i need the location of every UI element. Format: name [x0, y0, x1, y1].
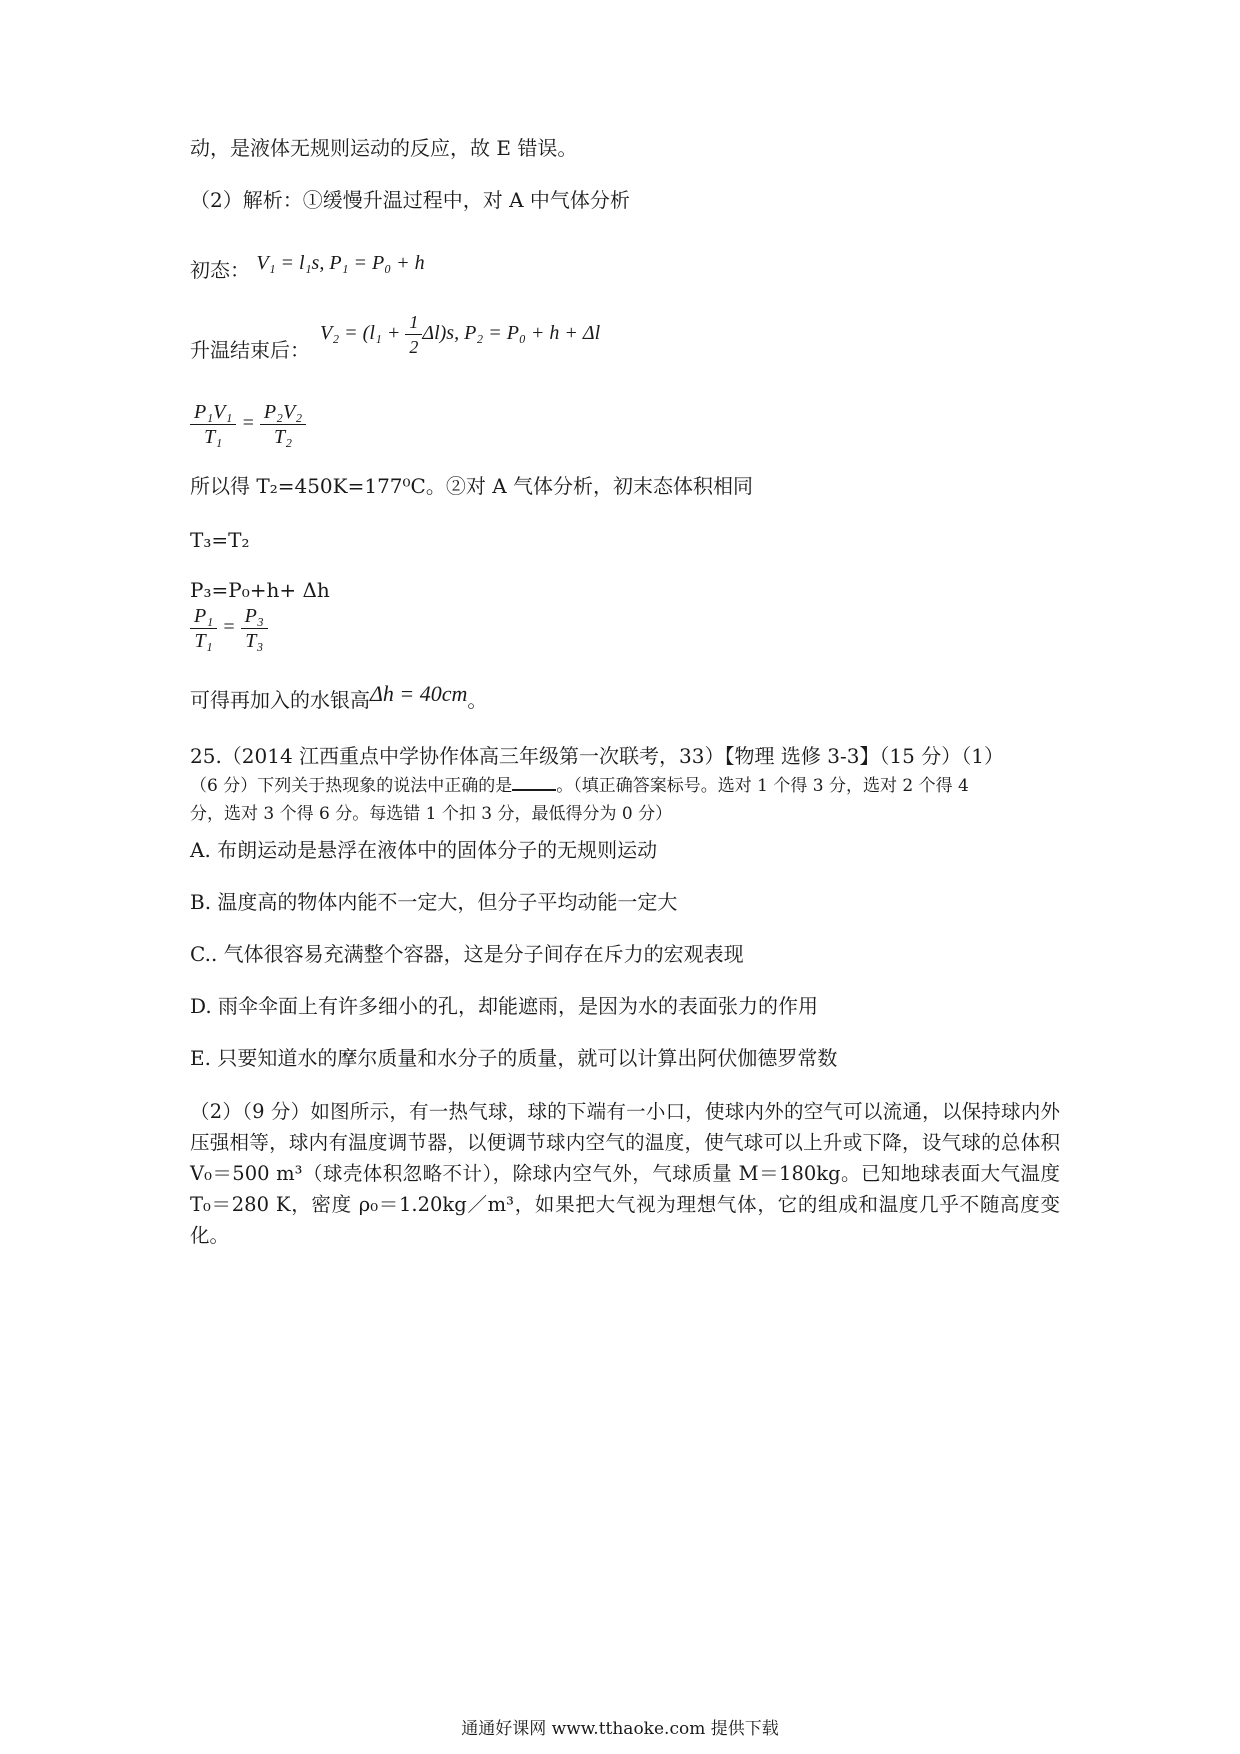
after-heating-line	[190, 312, 601, 362]
text-line-2: （2）解析：①缓慢升温过程中，对 A 中气体分析	[190, 188, 630, 212]
question-intro	[190, 772, 1070, 828]
sentence-end: 。	[467, 688, 488, 712]
fraction-numerator: 1	[405, 310, 422, 335]
option-c: C.. 气体很容易充满整个容器，这是分子间存在斥力的宏观表现	[190, 942, 744, 966]
eq1-left-den: T₁	[204, 426, 223, 448]
eq2-left-fraction	[190, 604, 217, 653]
initial-state-line	[190, 252, 425, 283]
option-e: E. 只要知道水的摩尔质量和水分子的质量，就可以计算出阿伏伽德罗常数	[190, 1046, 838, 1070]
text-line-1: 动，是液体无规则运动的反应，故 E 错误。	[190, 136, 578, 160]
eq2-right-fraction	[241, 604, 268, 653]
question-header: 25.（2014 江西重点中学协作体高三年级第一次联考，33）【物理 选修 3-3】（15 分）（1）	[190, 744, 1004, 768]
eq1-right-den: T₂	[273, 426, 293, 448]
text-line-8	[190, 681, 488, 712]
text-line-6: T₃=T₂	[190, 528, 250, 552]
equation-1	[190, 400, 306, 449]
question-intro-a: （6 分）下列关于热现象的说法中正确的是	[190, 776, 513, 796]
eq2-left-den: T₁	[194, 630, 213, 652]
equation-2	[190, 604, 268, 653]
after-heating-label: 升温结束后：	[190, 338, 310, 362]
part-2-paragraph: （2）（9 分）如图所示，有一热气球，球的下端有一小口，使球内外的空气可以流通，以保持球内外压强相等，球内有温度调节器，以便调节球内空气的温度，使气球可以上升或下降，设气球的总体积 V₀＝500 m³（球壳体积忽略不计），除球内空气外，气球质量 M＝180kg。已知地球表面大气温度 T₀＝280 K，密度 ρ₀＝1.20kg／m³，如果把大气视为理想气体，它的组成和温度几乎不随高度变化。	[190, 1100, 1060, 1247]
option-b: B. 温度高的物体内能不一定大，但分子平均动能一定大	[190, 890, 678, 914]
eq2-left-num: P₁	[190, 604, 217, 629]
question-intro-c: 分，选对 3 个得 6 分。每选错 1 个扣 3 分，最低得分为 0 分）	[190, 804, 673, 824]
half-fraction	[405, 310, 422, 359]
eq2-equals: =	[222, 616, 236, 639]
option-a: A. 布朗运动是悬浮在液体中的固体分子的无规则运动	[190, 838, 658, 862]
formula-part-b: Δl)s, P₂ = P₀ + h + Δl	[422, 322, 601, 345]
eq1-right-fraction	[260, 400, 306, 449]
after-heating-formula	[320, 310, 600, 359]
text-line-5: 所以得 T₂=450K=177⁰C。②对 A 气体分析，初末态体积相同	[190, 474, 753, 498]
eq2-right-num: P₃	[241, 604, 268, 629]
question-intro-b: 。（填正确答案标号。选对 1 个得 3 分，选对 2 个得 4	[556, 776, 969, 796]
initial-state-label: 初态：	[190, 258, 250, 282]
mercury-height-text: 可得再加入的水银高	[190, 688, 370, 712]
question-25	[190, 740, 1070, 828]
eq1-left-fraction	[190, 400, 236, 449]
footer: 通通好课网 www.tthaoke.com 提供下载	[461, 1719, 779, 1739]
fraction-denominator: 2	[409, 337, 419, 357]
initial-state-formula: V₁ = l₁s, P₁ = P₀ + h	[256, 252, 425, 274]
eq1-right-num: P₂V₂	[260, 400, 306, 425]
answer-blank	[512, 773, 556, 791]
eq1-equals: =	[241, 412, 255, 435]
mercury-height-formula: Δh = 40cm	[370, 681, 468, 706]
option-d: D. 雨伞伞面上有许多细小的孔，却能遮雨，是因为水的表面张力的作用	[190, 994, 819, 1018]
formula-part-a: V₂ = (l₁ +	[320, 322, 406, 345]
eq1-left-num: P₁V₁	[190, 400, 236, 425]
eq2-right-den: T₃	[245, 630, 264, 652]
text-line-7: P₃=P₀+h+ Δh	[190, 578, 330, 602]
